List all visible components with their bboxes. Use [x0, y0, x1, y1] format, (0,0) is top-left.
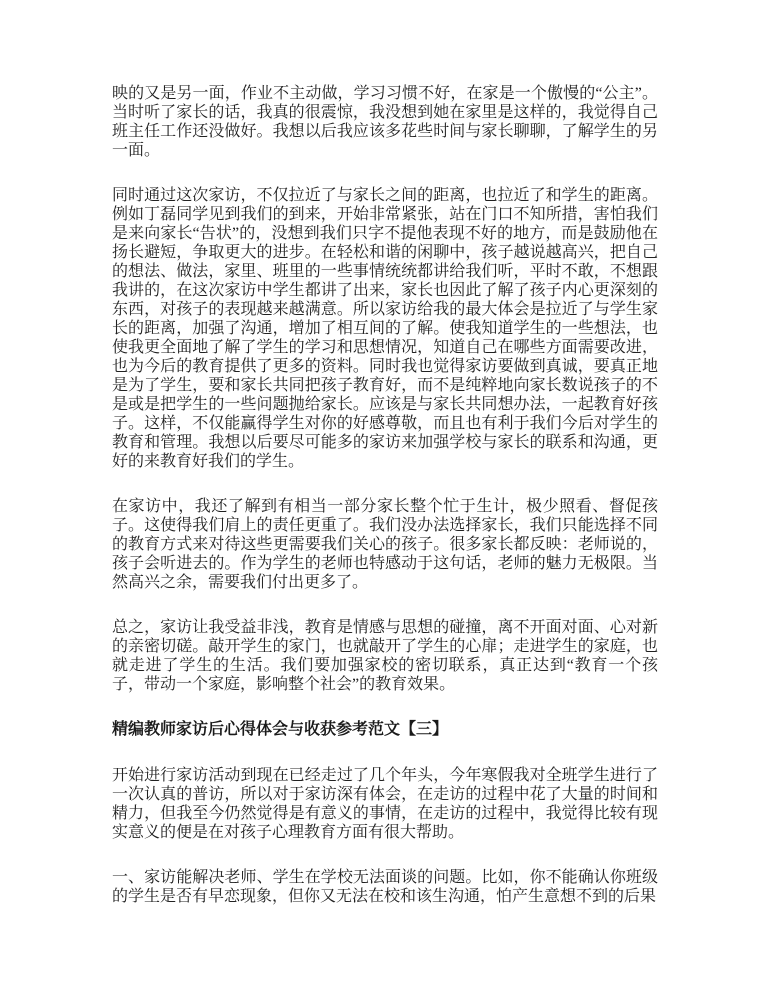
- document-text-block: [112, 84, 658, 932]
- paragraph-continuation: 映的又是另一面，作业不主动做，学习习惯不好，在家是一个傲慢的“公主”。当时听了家长的话，我真的很震惊，我没想到她在家里是这样的，我觉得自己班主任工作还没做好。我想以后我应该多花些时间与家长聊聊，了解学生的另一面。: [112, 85, 658, 159]
- paragraph-visit-activity-intro: 开始进行家访活动到现在已经走过了几个年头，今年寒假我对全班学生进行了一次认真的普访，所以对于家访深有体会，在走访的过程中花了大量的时间和精力，但我至今仍然觉得是有意义的事情，在走访的过程中，我觉得比较有现实意义的便是在对孩子心理教育方面有很大帮助。: [112, 767, 658, 841]
- paragraph-summary: 总之，家访让我受益非浅，教育是情感与思想的碰撞，离不开面对面、心对新的亲密切磋。敲开学生的家门，也就敲开了学生的心扉；走进学生的家庭，也就走进了学生的生活。我们要加强家校的密切联系，真正达到“教育一个孩子，带动一个家庭，影响整个社会”的教育效果。: [112, 619, 658, 693]
- paragraph-busy-parents: 在家访中，我还了解到有相当一部分家长整个忙于生计，极少照看、督促孩子。这使得我们肩上的责任更重了。我们没办法选择家长，我们只能选择不同的教育方式来对待这些更需要我们关心的孩子。很多家长都反映：老师说的，孩子会听进去的。作为学生的老师也特感动于这句话，老师的魅力无极限。当然高兴之余，需要我们付出更多了。: [112, 498, 658, 591]
- paragraph-home-visit-distance: 同时通过这次家访，不仅拉近了与家长之间的距离，也拉近了和学生的距离。例如丁磊同学见到我们的到来，开始非常紧张，站在门口不知所措，害怕我们是来向家长“告状”的，没想到我们只字不提他表现不好的地方，而是鼓励他在扬长避短，争取更大的进步。在轻松和谐的闲聊中，孩子越说越高兴，把自己的想法、做法，家里、班里的一些事情统统都讲给我们听，平时不敢，不想跟我讲的，在这次家访中学生都讲了出来，家长也因此了解了孩子内心更深刻的东西，对孩子的表现越来越满意。所以家访给我的最大体会是拉近了与学生家长的距离，加强了沟通，增加了相互间的了解。使我知道学生的一些想法，也使我更全面地了解了学生的学习和思想情况，知道自己在哪些方面需要改进，也为今后的教育提供了更多的资料。同时我也觉得家访要做到真诚，要真正地是为了学生，要和家长共同把孩子教育好，而不是纯粹地向家长数说孩子的不是或是把学生的一些问题抛给家长。应该是与家长共同想办法，一起教育好孩子。这样，不仅能赢得学生对你的好感尊敬，而且也有利于我们今后对学生的教育和管理。我想以后要尽可能多的家访来加强学校与家长的联系和沟通，更好的来教育好我们的学生。: [112, 187, 658, 470]
- paragraph-point-one: 一、家访能解决老师、学生在学校无法面谈的问题。比如，你不能确认你班级的学生是否有早恋现象，但你又无法在校和该生沟通，怕产生意想不到的后果: [112, 869, 658, 905]
- section-heading-sample-three: 精编教师家访后心得体会与收获参考范文【三】: [112, 721, 449, 738]
